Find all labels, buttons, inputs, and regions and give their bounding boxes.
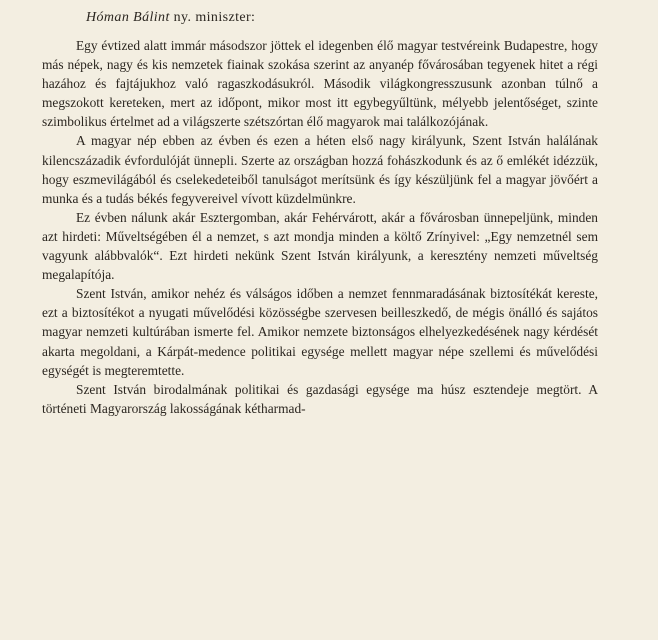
- speaker-line: [86, 10, 255, 26]
- speech-body: [42, 36, 598, 418]
- paragraph-1: Egy évtized alatt immár másodszor jöttek el idegenben élő magyar testvéreink Budapestre, hogy más népek, nagy és kis nemzetek fiainak szokása szerint az anyanép fővárosában tegyenek hitet a régi hazához és fajtájukhoz való ragaszkodásukról. Második világkongresszusunk azonban túlnő a megszokott kereteken, mert az időpont, mikor most itt egybegyűltünk, mélyebb jelentőséget, szinte szimbolikus értelmet ad a világszerte szétszórtan élő magyarok mai találkozójának.: [42, 38, 598, 130]
- paragraph-5: Szent István birodalmának politikai és gazdasági egysége ma húsz esztendeje megtört. A történeti Magyarország lakosságának kétharmad-: [42, 381, 598, 416]
- paragraph-4: Szent István, amikor nehéz és válságos időben a nemzet fennmaradásának biztosítékát kereste, ezt a biztosítékot a nyugati művelődési közösségbe szervesen beilleszkedő, de mégis önálló és sajátos magyar nemzeti kultúrában ismerte fel. Amikor nemzete biztonságos elhelyezkedésének nagy kérdését akarta megoldani, a Kárpát-medence politikai egysége mellett magyar népe szellemi és művelődési egységét is megteremtette.: [42, 286, 598, 378]
- paragraph-3: Ez évben nálunk akár Esztergomban, akár Fehérvárott, akár a fővárosban ünnepeljünk, minden azt hirdeti: Műveltségében él a nemzet, s azt mondja minden a költő Zrínyivel: „Egy nemzetnél sem vagyunk alábbvalók“. Ezt hirdeti nekünk Szent István királyunk, a keresztény nemzeti műveltség megalapítója.: [42, 209, 598, 283]
- speaker-name: Hóman Bálint: [86, 10, 170, 25]
- paragraph-2: A magyar nép ebben az évben és ezen a héten első nagy királyunk, Szent István halálának kilencszázadik évfordulóját ünnepli. Szerte az országban hozzá fohászkodunk és az ő emlékét idézzük, hogy eszmevilágából és cselekedeteiből tanulságot merítsünk és így készüljünk fel a magyar jövőért a munka és a tudás békés fegyvereivel vívott küzdelmünkre.: [42, 133, 598, 206]
- speaker-title: ny. miniszter:: [169, 10, 256, 25]
